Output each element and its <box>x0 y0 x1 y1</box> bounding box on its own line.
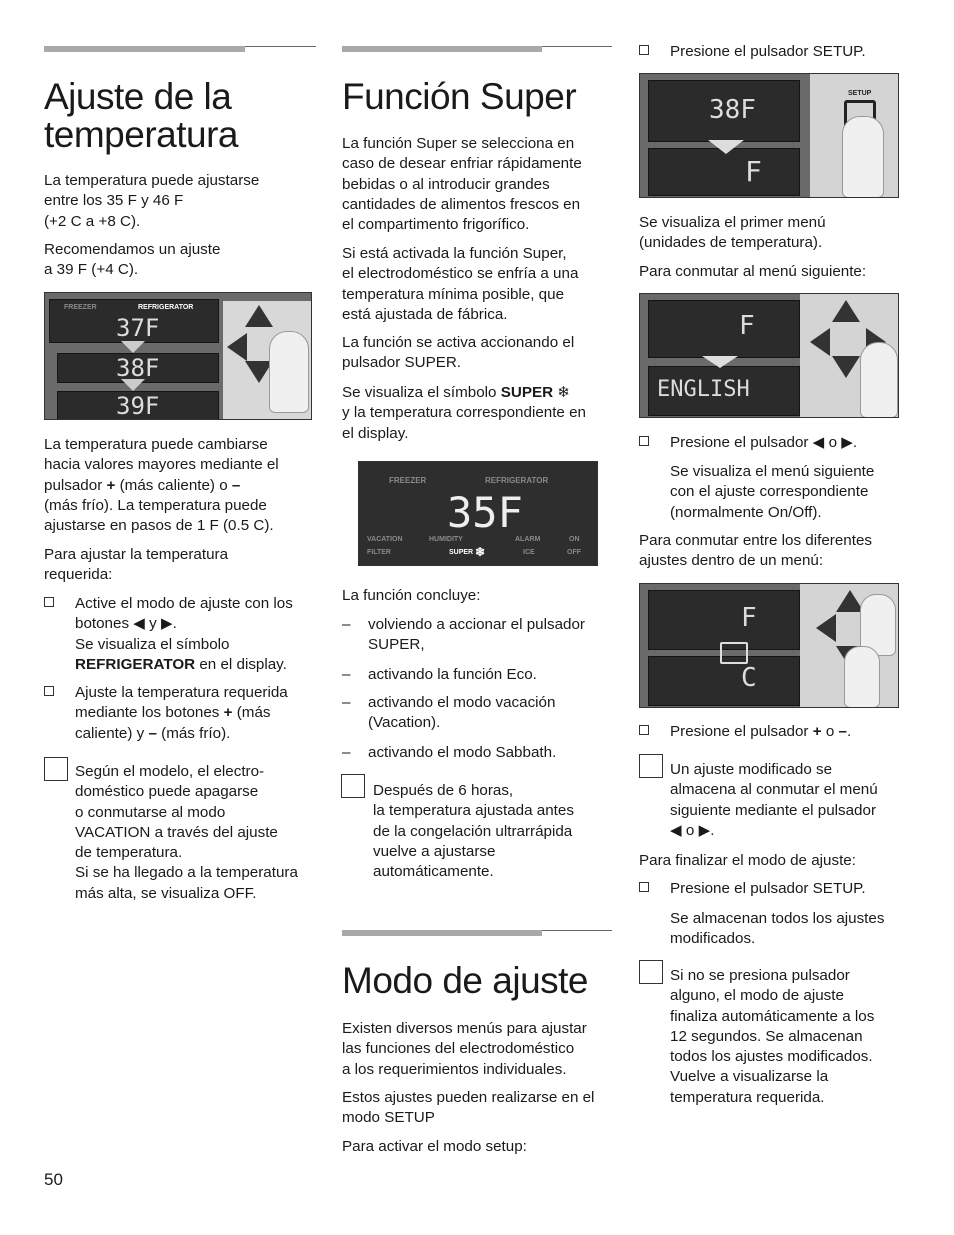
display-value: F <box>741 603 757 633</box>
display-value: 38F <box>709 95 756 125</box>
paragraph: La función Super se selecciona en caso de desear enfriar rápidamente bebidas o al introducir grandes cantidades de alimentos frescos en el compartimento frigorífico. <box>342 135 582 234</box>
display-value: 35F <box>447 488 523 537</box>
note-text: Según el modelo, el electro- doméstico puede apagarse o conmutarse al modo VACATION a través del ajuste de temperatura. Si se ha llegado a la temperatura más alta, se visualiza OFF. <box>75 763 298 902</box>
section-rule <box>342 46 612 52</box>
note-text: Si no se presiona pulsador alguno, el modo de ajuste finaliza automáticamente a los 12 segundos. Se almacenan todos los ajustes modificados. Vuelve a visualizarse la temperatura requerida. <box>670 967 875 1106</box>
button-area <box>800 584 898 707</box>
finger-icon <box>269 331 309 413</box>
list-item: volviendo a accionar el pulsador SUPER, <box>368 616 585 654</box>
humidity-label: HUMIDITY <box>429 536 463 543</box>
display-row <box>648 366 800 416</box>
title-line: temperatura <box>44 114 238 155</box>
display-row <box>648 80 800 142</box>
paragraph: Para ajustar la temperatura requerida: <box>44 546 229 584</box>
paragraph: La temperatura puede ajustarse entre los 35 F y 46 F (+2 C a +8 C). <box>44 172 260 230</box>
finger-icon <box>842 116 884 198</box>
checkbox-bullet-icon <box>639 436 649 446</box>
off-label: OFF <box>567 549 581 556</box>
refrigerator-label: REFRIGERATOR <box>485 476 549 485</box>
snowflake-icon: ❄ <box>475 545 486 559</box>
paragraph: Recomendamos un ajuste a 39 F (+4 C). <box>44 241 221 279</box>
freezer-label: FREEZER <box>389 476 427 485</box>
list-item: activando la función Eco. <box>368 666 537 683</box>
arrow-down-icon <box>702 356 738 368</box>
setup-label: SETUP <box>848 90 872 97</box>
swap-arrow-icon <box>720 642 748 664</box>
note-text: Un ajuste modificado se almacena al conmutar el menú siguiente mediante el pulsador ◀ o ▶. <box>670 761 878 839</box>
button-area <box>800 294 898 417</box>
paragraph: Se almacenan todos los ajustes modificados. <box>670 910 885 948</box>
display-row <box>648 148 800 196</box>
display-value: F <box>739 311 755 341</box>
paragraph: La función se activa accionando el pulsador SUPER. <box>342 334 575 372</box>
paragraph: Si está activada la función Super, el electrodoméstico se enfría a una temperatura mínima posible, que está ajustada de fábrica. <box>342 245 579 323</box>
display-value: C <box>741 663 757 693</box>
alarm-label: ALARM <box>515 536 541 543</box>
paragraph: Para conmutar entre los diferentes ajustes dentro de un menú: <box>639 532 872 570</box>
finger-icon <box>860 342 898 418</box>
paragraph: Se visualiza el símbolo SUPER ❄ y la temperatura correspondiente en el display. <box>342 384 586 442</box>
display-row <box>648 590 800 650</box>
section-rule <box>342 930 612 936</box>
arrow-down-icon <box>121 341 145 353</box>
display-row <box>49 299 219 343</box>
checkbox-bullet-icon <box>639 882 649 892</box>
super-display-figure <box>358 461 598 566</box>
list-item: activando el modo vacación (Vacation). <box>368 694 556 732</box>
display-row <box>648 300 800 358</box>
button-area <box>223 301 311 419</box>
checkbox-bullet-icon <box>44 597 54 607</box>
display-value: ENGLISH <box>657 377 750 402</box>
on-label: ON <box>569 536 580 543</box>
section-title: Función Super <box>342 76 577 117</box>
note-icon <box>639 754 663 778</box>
list-item: Active el modo de ajuste con los botones ◀ y ▶. Se visualiza el símbolo REFRIGERATOR en el display. <box>44 594 316 614</box>
dash-bullet: – <box>342 616 351 633</box>
freezer-tag: FREEZER <box>64 304 97 311</box>
super-label: SUPER <box>449 549 474 556</box>
dash-bullet: – <box>342 694 351 711</box>
dash-bullet: – <box>342 666 351 683</box>
unit-switch-figure <box>639 583 899 708</box>
paragraph: Para conmutar al menú siguiente: <box>639 263 867 280</box>
page-number: 50 <box>44 1170 63 1189</box>
note-text: Después de 6 horas, la temperatura ajustada antes de la congelación ultrarrápida vuelve a ajustarse automáticamente. <box>373 782 574 881</box>
paragraph: La temperatura puede cambiarse hacia valores mayores mediante el pulsador + (más caliente) o – (más frío). La temperatura puede ajustarse en pasos de 1 F (0.5 C). <box>44 436 279 535</box>
arrow-down-icon <box>121 379 145 391</box>
minus-button-icon <box>832 356 860 378</box>
section-title: Modo de ajuste <box>342 960 589 1001</box>
left-button-icon <box>816 614 836 642</box>
snowflake-icon: ❄ <box>557 384 571 401</box>
list-item: Presione el pulsador ◀ o ▶. <box>639 433 655 453</box>
plus-button-icon <box>245 305 273 327</box>
checkbox-bullet-icon <box>44 686 54 696</box>
vacation-label: VACATION <box>367 536 403 543</box>
ice-label: ICE <box>523 549 535 556</box>
checkbox-bullet-icon <box>639 45 649 55</box>
title-line: Ajuste de la <box>44 76 232 117</box>
list-item: Ajuste la temperatura requerida mediante los botones + (más caliente) y – (más frío). <box>44 683 316 703</box>
note-icon <box>639 960 663 984</box>
paragraph: Para finalizar el modo de ajuste: <box>639 852 856 869</box>
note-icon <box>44 757 68 781</box>
page-title <box>44 78 238 154</box>
list-item: Presione el pulsador SETUP. <box>639 879 655 899</box>
list-item: Presione el pulsador + o –. <box>639 722 655 742</box>
paragraph: Existen diversos menús para ajustar las funciones del electrodoméstico a los requerimientos individuales. <box>342 1020 587 1078</box>
checkbox-bullet-icon <box>639 725 649 735</box>
display-value: 39F <box>116 392 160 420</box>
left-button-icon <box>810 328 830 356</box>
button-area <box>810 74 898 197</box>
menu-switch-figure <box>639 293 899 418</box>
display-value: 38F <box>116 354 160 382</box>
note-icon <box>341 774 365 798</box>
section-rule <box>44 46 316 52</box>
refrigerator-tag: REFRIGERATOR <box>138 304 194 311</box>
display-row <box>57 391 219 420</box>
list-item: activando el modo Sabbath. <box>368 744 557 761</box>
paragraph: Para activar el modo setup: <box>342 1138 527 1155</box>
list-item: Presione el pulsador SETUP. <box>639 42 655 62</box>
dash-bullet: – <box>342 744 351 761</box>
plus-button-icon <box>832 300 860 322</box>
left-button-icon <box>227 333 247 361</box>
display-value: F <box>745 155 762 188</box>
paragraph: Estos ajustes pueden realizarse en el modo SETUP <box>342 1089 595 1127</box>
temperature-display-figure <box>44 292 312 420</box>
display-value: 37F <box>116 314 160 342</box>
finger-icon <box>844 646 880 708</box>
arrow-down-icon <box>708 140 744 154</box>
paragraph: La función concluye: <box>342 587 481 604</box>
setup-display-figure <box>639 73 899 198</box>
filter-label: FILTER <box>367 549 391 556</box>
paragraph: Se visualiza el primer menú (unidades de temperatura). <box>639 214 826 252</box>
paragraph: Se visualiza el menú siguiente con el ajuste correspondiente (normalmente On/Off). <box>670 463 875 521</box>
